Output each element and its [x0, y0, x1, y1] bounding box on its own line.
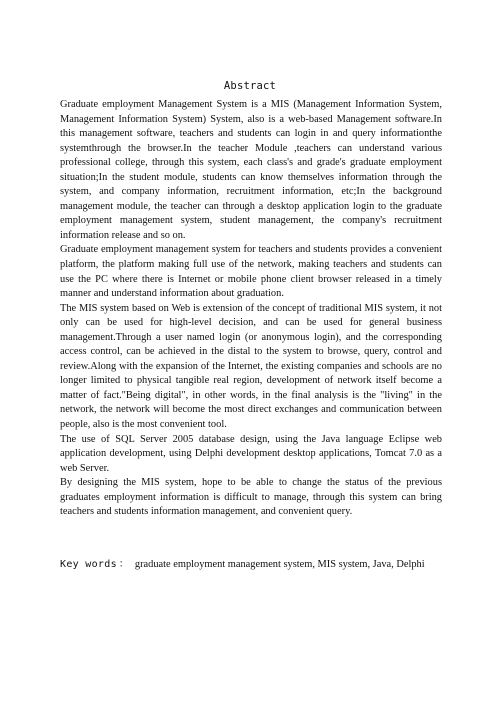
keywords-separator: ：: [118, 559, 129, 570]
paragraph-5: By designing the MIS system, hope to be able to change the status of the previous graduates employment information is difficult to manage, through this system can bring teachers and students information management, and convenient query.: [60, 477, 442, 518]
paragraph-3: The MIS system based on Web is extension of the concept of traditional MIS system, it not only can be used for high-level decision, and can be used for general business management.Through a user named login (or anonymous login), and the corresponding access control, can be achieved in the distal to the system to browse, query, control and review.Along with the expansion of the Internet, the existing companies and schools are no longer limited to physical tangible real region, development of network itself become a matter of fact."Being digital", in other words, in the final analysis is the "living" in the network, the network will become the most direct exchanges and communication between people, also is the most convenient tool.: [60, 302, 442, 431]
abstract-body: [60, 98, 442, 520]
keywords-line: [60, 555, 450, 570]
keywords-label: Key words: [60, 559, 117, 570]
abstract-title: Abstract: [223, 80, 277, 92]
paragraph-2: Graduate employment management system for teachers and students provides a convenient platform, the platform making full use of the network, making teachers and students can use the PC where there is Internet or mobile phone client browser released in a timely manner and understand information about graduation.: [60, 244, 442, 300]
paragraph-4: The use of SQL Server 2005 database design, using the Java language Eclipse web application development, using Delphi development desktop applications, Tomcat 7.0 as a web Server.: [60, 433, 442, 474]
keywords-text: graduate employment management system, MIS system, Java, Delphi: [134, 559, 425, 570]
paragraph-1: Graduate employment Management System is a MIS (Management Information System, Management Information System) System, also is a web-based Management software.In this management software, teachers and students can login in and query informationthe systemthrough the browser.In the teacher Module ,teachers can understand various professional college, through this system, each class's and grade's graduate employment situation;In the student module, students can know themselves information through the system, and company information, recruitment information, etc;In the background management module, the teacher can through a desktop application login to the graduate employment management system, student management, the company's recruitment information release and so on.: [60, 99, 442, 241]
